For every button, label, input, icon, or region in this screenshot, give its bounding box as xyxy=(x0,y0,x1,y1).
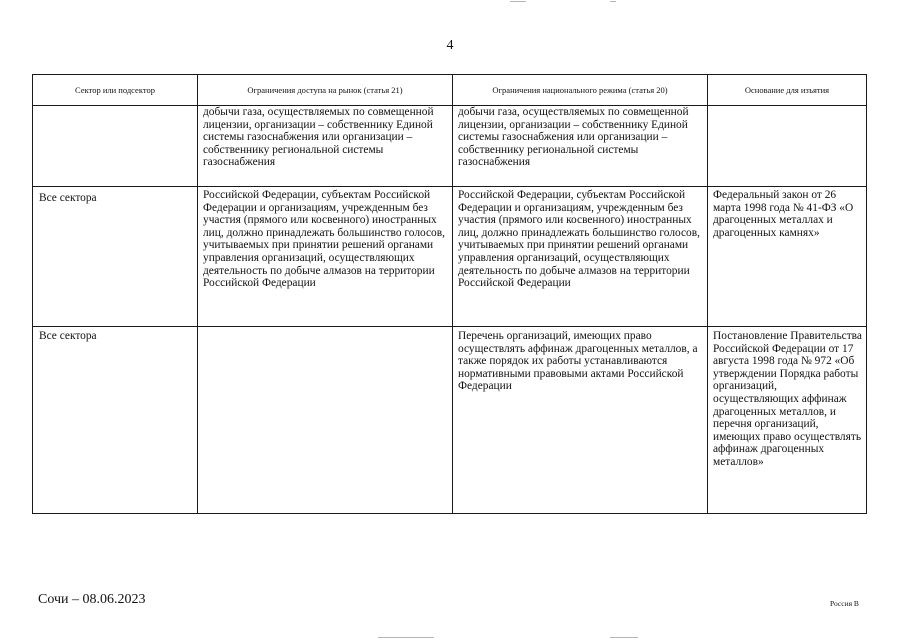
cell-national-treatment: Российской Федерации, субъектам Российской Федерации и организациям, учрежденным без участия (прямого или косвенного) иностранных лиц, должно принадлежать большинство голосов, учитываемых при принятии решений органами управления организаций, осуществляющих деятельность по добыче алмазов на территории Российской Федерации xyxy=(453,187,708,327)
table-header xyxy=(33,75,867,106)
scan-artifact xyxy=(510,1,526,2)
scan-artifact xyxy=(378,637,434,638)
cell-national-treatment: Перечень организаций, имеющих право осуществлять аффинаж драгоценных металлов, а также порядок их работы устанавливаются нормативными правовыми актами Российской Федерации xyxy=(453,327,708,514)
scan-artifact xyxy=(610,1,616,2)
header-market-access: Ограничения доступа на рынок (статья 21) xyxy=(198,75,453,106)
table-row xyxy=(33,187,867,327)
cell-sector: Все сектора xyxy=(33,327,198,514)
cell-market-access xyxy=(198,327,453,514)
page-number: 4 xyxy=(446,38,454,53)
cell-market-access: Российской Федерации, субъектам Российской Федерации и организациям, учрежденным без участия (прямого или косвенного) иностранных лиц, должно принадлежать большинство голосов, учитываемых при принятии решений органами управления организаций, осуществляющих деятельность по добыче алмазов на территории Российской Федерации xyxy=(198,187,453,327)
cell-market-access: добычи газа, осуществляемых по совмещенной лицензии, организации – собственнику Единой системы газоснабжения или организации – собственнику региональной системы газоснабжения xyxy=(198,106,453,187)
cell-basis: Постановление Правительства Российской Федерации от 17 августа 1998 года № 972 «Об утверждении Порядка работы организаций, осуществляющих аффинаж драгоценных металлов, и перечня организаций, имеющих право осуществлять аффинаж драгоценных металлов» xyxy=(708,327,867,514)
header-sector: Сектор или подсектор xyxy=(33,75,198,106)
table-row xyxy=(33,106,867,187)
cell-sector xyxy=(33,106,198,187)
footer-country: Россия В xyxy=(830,599,859,608)
header-basis: Основание для изъятия xyxy=(708,75,867,106)
exemptions-table xyxy=(32,74,867,514)
cell-national-treatment: добычи газа, осуществляемых по совмещенной лицензии, организации – собственнику Единой системы газоснабжения или организации – собственнику региональной системы газоснабжения xyxy=(453,106,708,187)
header-national-treatment: Ограничения национального режима (статья 20) xyxy=(453,75,708,106)
table-header-row xyxy=(33,75,867,106)
scan-artifact xyxy=(610,637,638,638)
cell-sector: Все сектора xyxy=(33,187,198,327)
cell-basis xyxy=(708,106,867,187)
footer-place-date: Сочи – 08.06.2023 xyxy=(38,592,146,607)
table-body xyxy=(33,106,867,514)
table-row xyxy=(33,327,867,514)
cell-basis: Федеральный закон от 26 марта 1998 года № 41-ФЗ «О драгоценных металлах и драгоценных камнях» xyxy=(708,187,867,327)
